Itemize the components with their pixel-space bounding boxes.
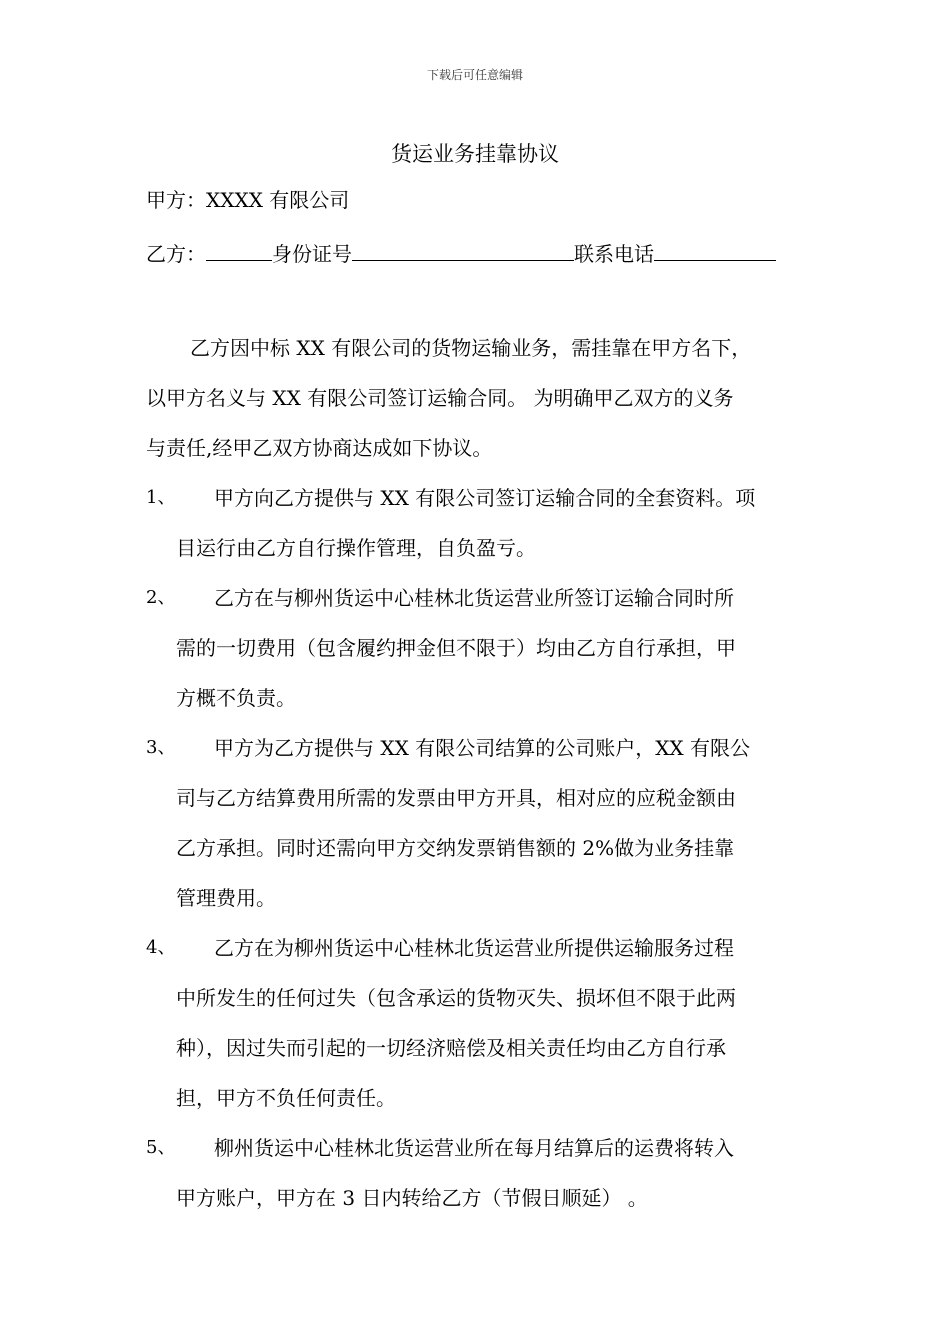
clause-line: 甲方账户，甲方在 3 日内转给乙方（节假日顺延） 。 <box>176 1186 648 1210</box>
clause-line: 方概不负责。 <box>176 686 296 710</box>
clause-line: 种），因过失而引起的一切经济赔偿及相关责任均由乙方自行承 <box>176 1036 726 1060</box>
id-number-blank <box>352 238 574 261</box>
intro-line: 乙方因中标 XX 有限公司的货物运输业务，需挂靠在甲方名下， <box>190 336 752 360</box>
party-b-line <box>146 238 776 268</box>
party-a-label: 甲方： <box>146 188 206 212</box>
clause-number: 2、 <box>146 587 176 608</box>
clause-item <box>146 573 816 723</box>
clause-line: 司与乙方结算费用所需的发票由甲方开具，相对应的应税金额由 <box>176 786 736 810</box>
clause-number: 5、 <box>146 1137 176 1158</box>
intro-line: 与责任,经甲乙双方协商达成如下协议。 <box>146 436 493 460</box>
clause-line: 甲方为乙方提供与 XX 有限公司结算的公司账户，XX 有限公 <box>214 736 751 760</box>
clause-line: 乙方在与柳州货运中心桂林北货运营业所签订运输合同时所 <box>214 586 734 610</box>
id-number-label: 身份证号 <box>272 242 352 266</box>
header-note: 下载后可任意编辑 <box>426 68 523 82</box>
document-title: 货运业务挂靠协议 <box>391 142 559 166</box>
clause-number: 3、 <box>146 737 176 758</box>
intro-paragraph <box>146 323 806 473</box>
party-a-line <box>146 186 349 214</box>
clause-number: 4、 <box>146 937 176 958</box>
clause-line: 甲方向乙方提供与 XX 有限公司签订运输合同的全套资料。项 <box>214 486 756 510</box>
clause-line: 担，甲方不负任何责任。 <box>176 1086 396 1110</box>
party-a-value: XXXX 有限公司 <box>206 188 350 212</box>
clause-item <box>146 1123 816 1223</box>
phone-blank <box>654 238 776 261</box>
clause-item <box>146 473 816 573</box>
clause-line: 需的一切费用（包含履约押金但不限于）均由乙方自行承担，甲 <box>176 636 736 660</box>
clause-item <box>146 923 816 1123</box>
clause-line: 乙方承担。同时还需向甲方交纳发票销售额的 2%做为业务挂靠 <box>176 836 735 860</box>
clause-line: 柳州货运中心桂林北货运营业所在每月结算后的运费将转入 <box>214 1136 734 1160</box>
clause-number: 1、 <box>146 487 176 508</box>
party-b-label: 乙方： <box>146 242 206 266</box>
phone-label: 联系电话 <box>574 242 654 266</box>
clause-list <box>146 473 816 1223</box>
clause-line: 管理费用。 <box>176 886 276 910</box>
intro-line: 以甲方名义与 XX 有限公司签订运输合同。 为明确甲乙双方的义务 <box>146 386 734 410</box>
party-b-name-blank <box>206 238 272 261</box>
clause-line: 中所发生的任何过失（包含承运的货物灭失、损坏但不限于此两 <box>176 986 736 1010</box>
clause-line: 目运行由乙方自行操作管理，自负盈亏。 <box>176 536 536 560</box>
clause-item <box>146 723 816 923</box>
clause-line: 乙方在为柳州货运中心桂林北货运营业所提供运输服务过程 <box>214 936 734 960</box>
